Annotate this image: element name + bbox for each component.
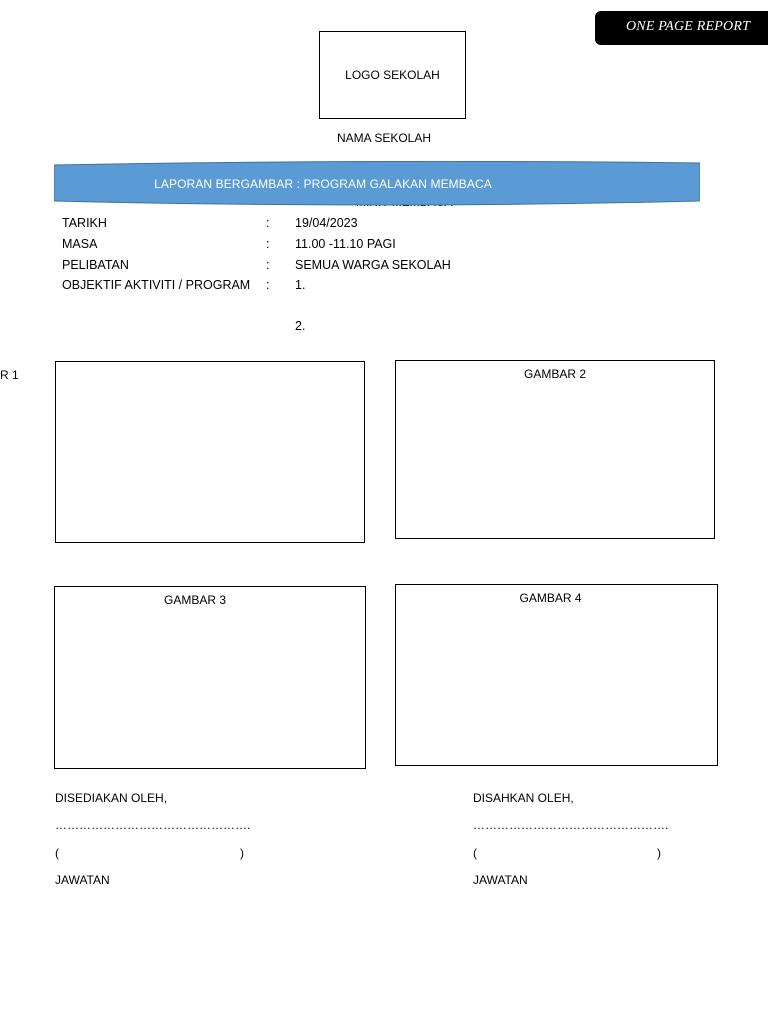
- detail-label-date: TARIKH: [62, 216, 107, 230]
- detail-label-time: MASA: [62, 237, 98, 251]
- detail-separator: :: [266, 216, 270, 230]
- image-box-4-label: GAMBAR 4: [519, 591, 582, 605]
- detail-label-objective: OBJEKTIF AKTIVITI / PROGRAM: [62, 278, 251, 292]
- image-box-3: [54, 586, 366, 769]
- detail-separator: :: [266, 237, 270, 251]
- prepared-by-name-open: (: [55, 846, 59, 860]
- image-box-2-label: GAMBAR 2: [523, 367, 586, 381]
- detail-value-participants: SEMUA WARGA SEKOLAH: [295, 258, 451, 272]
- image-box-4: [395, 584, 718, 766]
- school-name: NAMA SEKOLAH: [336, 131, 432, 145]
- report-title: LAPORAN BERGAMBAR : PROGRAM GALAKAN MEMBACA: [154, 177, 492, 191]
- logo-label: LOGO SEKOLAH: [345, 68, 440, 82]
- detail-value-date: 19/04/2023: [295, 216, 358, 230]
- school-logo-placeholder: [319, 31, 466, 119]
- detail-separator: :: [266, 258, 270, 272]
- report-type-label: ONE PAGE REPORT: [626, 19, 751, 34]
- image-box-3-label: GAMBAR 3: [163, 593, 226, 607]
- image-box-1: [55, 361, 365, 543]
- prepared-by-name-close: ): [240, 846, 244, 860]
- approved-by-name-open: (: [473, 846, 477, 860]
- approved-by-position: JAWATAN: [473, 873, 528, 887]
- margin-fragment: R 1: [0, 368, 19, 382]
- detail-separator: :: [266, 278, 270, 292]
- detail-label-participants: PELIBATAN: [62, 258, 129, 272]
- detail-value-objective-2: 2.: [295, 319, 306, 333]
- image-box-2: [395, 360, 715, 539]
- detail-value-objective-1: 1.: [295, 278, 306, 292]
- approved-by-name-close: ): [657, 846, 661, 860]
- approved-by-signature-line: ………………………………………….: [473, 818, 669, 832]
- detail-value-time: 11.00 -11.10 PAGI: [295, 237, 396, 251]
- approved-by-label: DISAHKAN OLEH,: [473, 791, 574, 805]
- prepared-by-label: DISEDIAKAN OLEH,: [55, 791, 168, 805]
- report-type-badge: [595, 11, 768, 45]
- prepared-by-signature-line: ………………………………………….: [55, 818, 251, 832]
- prepared-by-position: JAWATAN: [55, 873, 110, 887]
